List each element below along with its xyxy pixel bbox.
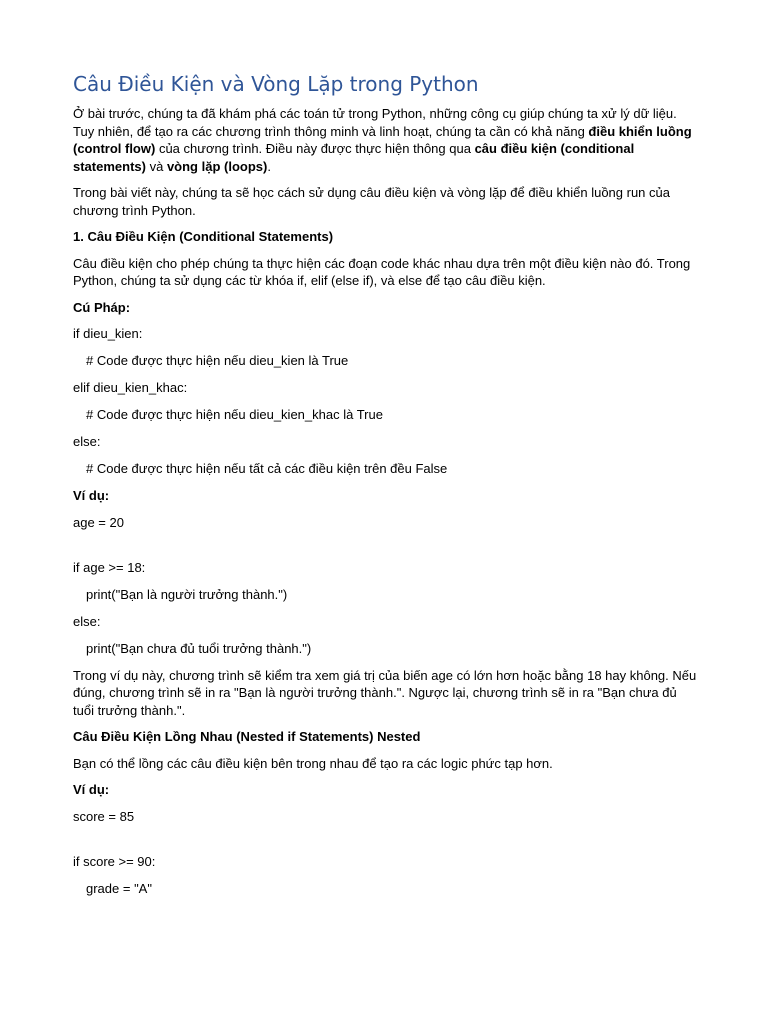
intro-bold-control-flow: điều khiển luồng (control flow) (73, 123, 692, 156)
example-explanation: Trong ví dụ này, chương trình sẽ kiểm tra xem giá trị của biến age có lớn hơn hoặc bằng 18 hay không. Nếu đúng, chương trình sẽ in ra "Bạn là người trưởng thành.". Ngược lại, chương trình sẽ in ra "Bạn chưa đủ tuổi trưởng thành.". (73, 667, 697, 718)
syntax-line: # Code được thực hiện nếu dieu_kien là True (86, 353, 349, 368)
example-line: print("Bạn là người trưởng thành.") (86, 586, 288, 602)
blank-line (73, 541, 698, 559)
nested-example-line: if score >= 90: (73, 853, 156, 869)
nested-heading: Câu Điều Kiện Lồng Nhau (Nested if Statements) Nested (73, 729, 421, 744)
syntax-line: elif dieu_kien_khac: (73, 380, 188, 395)
document-page (73, 72, 698, 907)
section1-heading: 1. Câu Điều Kiện (Conditional Statements) (73, 229, 334, 244)
intro-paragraph-2: Trong bài viết này, chúng ta sẽ học cách sử dụng câu điều kiện và vòng lặp để điều khiển luồng run của chương trình Python. (73, 185, 670, 218)
section1-description: Câu điều kiện cho phép chúng ta thực hiện các đoạn code khác nhau dựa trên một điều kiện nào đó. Trong Python, chúng ta sử dụng các từ khóa if, elif (else if), và else để tạo câu điều kiện. (73, 255, 691, 288)
intro-bold-loops: vòng lặp (loops) (166, 158, 268, 174)
syntax-line: else: (73, 434, 101, 449)
syntax-label: Cú Pháp: (73, 299, 131, 315)
intro-text-3: và (145, 158, 167, 174)
example-line: if age >= 18: (73, 559, 146, 575)
nested-description: Bạn có thể lồng các câu điều kiện bên trong nhau để tạo ra các logic phức tạp hơn. (73, 755, 553, 771)
intro-text-2: của chương trình. Điều này được thực hiện thông qua (155, 141, 475, 156)
example-line: print("Bạn chưa đủ tuổi trưởng thành.") (86, 640, 312, 656)
intro-text-1: Ở bài trước, chúng ta đã khám phá các toán tử trong Python, những công cụ giúp chúng ta xử lý dữ liệu. Tuy nhiên, để tạo ra các chương trình thông minh và linh hoạt, chúng ta cần có khả năng (73, 106, 677, 139)
intro-paragraph (73, 105, 698, 175)
intro-bold-conditional: câu điều kiện (conditional statements) (73, 141, 635, 174)
blank-line (73, 835, 698, 853)
example-label: Ví dụ: (73, 488, 110, 503)
syntax-line: # Code được thực hiện nếu dieu_kien_khac là True (86, 407, 383, 422)
syntax-line: if dieu_kien: (73, 326, 143, 341)
example-line: age = 20 (73, 514, 124, 530)
intro-text-4: . (267, 158, 271, 174)
nested-example-line: grade = "A" (86, 880, 152, 896)
syntax-line: # Code được thực hiện nếu tất cả các điều kiện trên đều False (86, 461, 448, 476)
nested-example-label: Ví dụ: (73, 782, 110, 797)
page-title: Câu Điều Kiện và Vòng Lặp trong Python (73, 72, 479, 96)
example-line: else: (73, 613, 101, 629)
nested-example-line: score = 85 (73, 808, 135, 824)
